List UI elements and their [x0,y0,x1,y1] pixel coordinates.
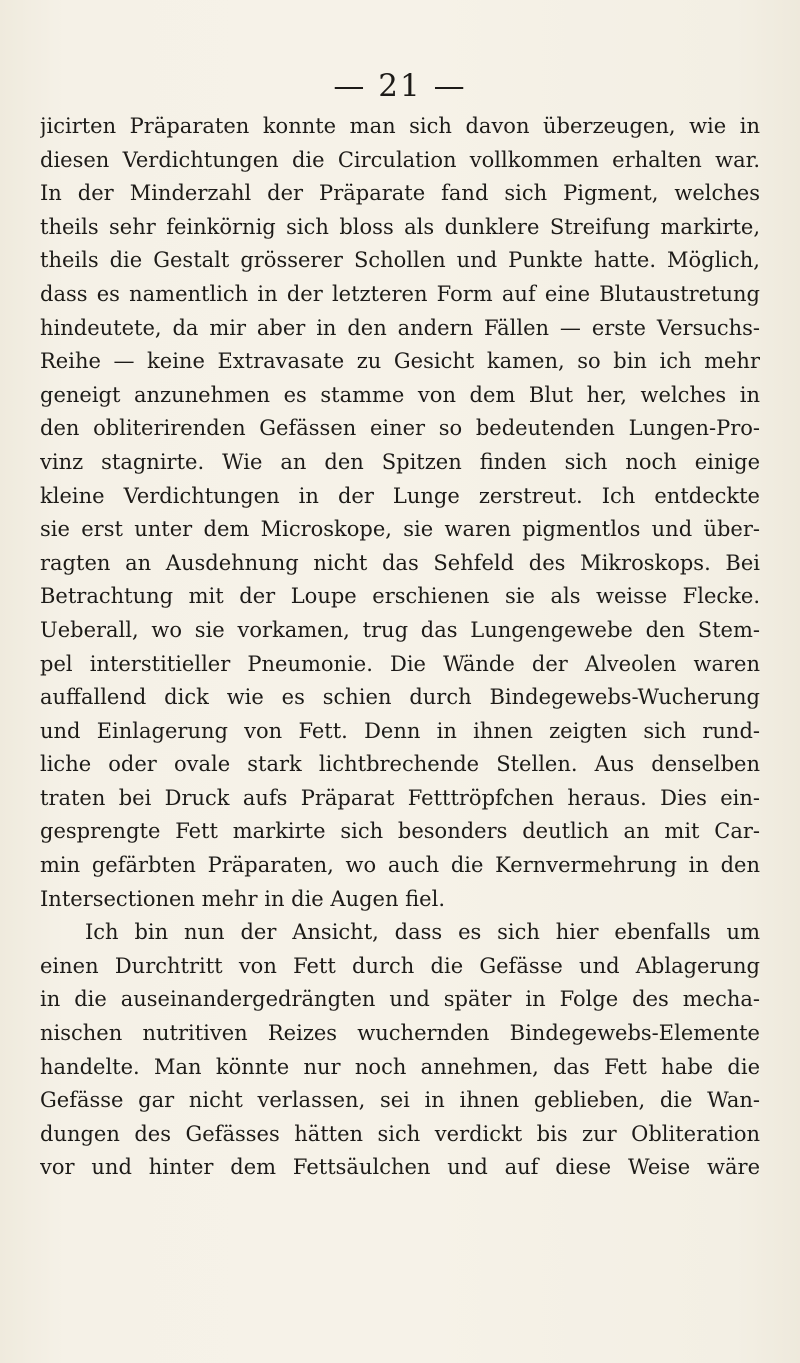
text-line: auffallend dick wie es schien durch Bindegewebs-Wucherung [40,685,760,710]
text-line: jicirten Präparaten konnte man sich davon überzeugen, wie in [40,114,760,138]
text-line: Gefässe gar nicht verlassen, sei in ihnen geblieben, die Wan- [40,1088,760,1113]
text-line: vor und hinter dem Fettsäulchen und auf diese Weise wäre [40,1155,760,1180]
text-line: dungen des Gefässes hätten sich verdickt bis zur Obliteration [40,1121,760,1146]
page-number: — 21 — [333,68,467,104]
paragraph-start-line: Ich bin nun der Ansicht, dass es sich hier ebenfalls um [85,920,760,945]
text-line: geneigt anzunehmen es stamme von dem Blut her, welches in [40,382,760,407]
text-line: In der Minderzahl der Präparate fand sich Pigment, welches [40,181,760,206]
text-line: und Einlagerung von Fett. Denn in ihnen zeigten sich rund- [40,718,760,743]
text-line: nischen nutritiven Reizes wuchernden Bindegewebs-Elemente [40,1021,760,1046]
text-line: den obliterirenden Gefässen einer so bedeutenden Lungen-Pro- [40,416,760,441]
text-line: in die auseinandergedrängten und später in Folge des mecha- [40,987,760,1012]
text-line: vinz stagnirte. Wie an den Spitzen finden sich noch einige [40,449,760,474]
text-line: einen Durchtritt von Fett durch die Gefässe und Ablagerung [40,953,760,978]
text-line: kleine Verdichtungen in der Lunge zerstreut. Ich entdeckte [40,483,760,508]
text-line: Ueberall, wo sie vorkamen, trug das Lungengewebe den Stem- [40,617,760,642]
text-line: Betrachtung mit der Loupe erschienen sie als weisse Flecke. [40,584,760,609]
text-line: Reihe — keine Extravasate zu Gesicht kamen, so bin ich mehr [40,349,760,374]
text-line: hindeutete, da mir aber in den andern Fällen — erste Versuchs- [40,315,760,340]
text-line: handelte. Man könnte nur noch annehmen, das Fett habe die [40,1054,760,1079]
text-line: pel interstitieller Pneumonie. Die Wände der Alveolen waren [40,651,760,676]
body-text [40,110,760,1185]
text-line: min gefärbten Präparaten, wo auch die Kernvermehrung in den [40,853,760,878]
text-line: ragten an Ausdehnung nicht das Sehfeld des Mikroskops. Bei [40,550,760,575]
text-line: dass es namentlich in der letzteren Form auf eine Blutaustretung [40,281,760,306]
paragraph-end-line: Intersectionen mehr in die Augen fiel. [40,886,445,911]
text-line: liche oder ovale stark lichtbrechende Stellen. Aus denselben [40,752,760,777]
text-line: theils sehr feinkörnig sich bloss als dunklere Streifung markirte, [40,214,760,239]
text-line: sie erst unter dem Microskope, sie waren pigmentlos und über- [40,517,760,542]
text-line: gesprengte Fett markirte sich besonders deutlich an mit Car- [40,819,760,844]
text-line: traten bei Druck aufs Präparat Fetttröpfchen heraus. Dies ein- [40,785,760,810]
text-line: theils die Gestalt grösserer Schollen und Punkte hatte. Möglich, [40,248,760,273]
text-line: diesen Verdichtungen die Circulation vollkommen erhalten war. [40,147,760,172]
